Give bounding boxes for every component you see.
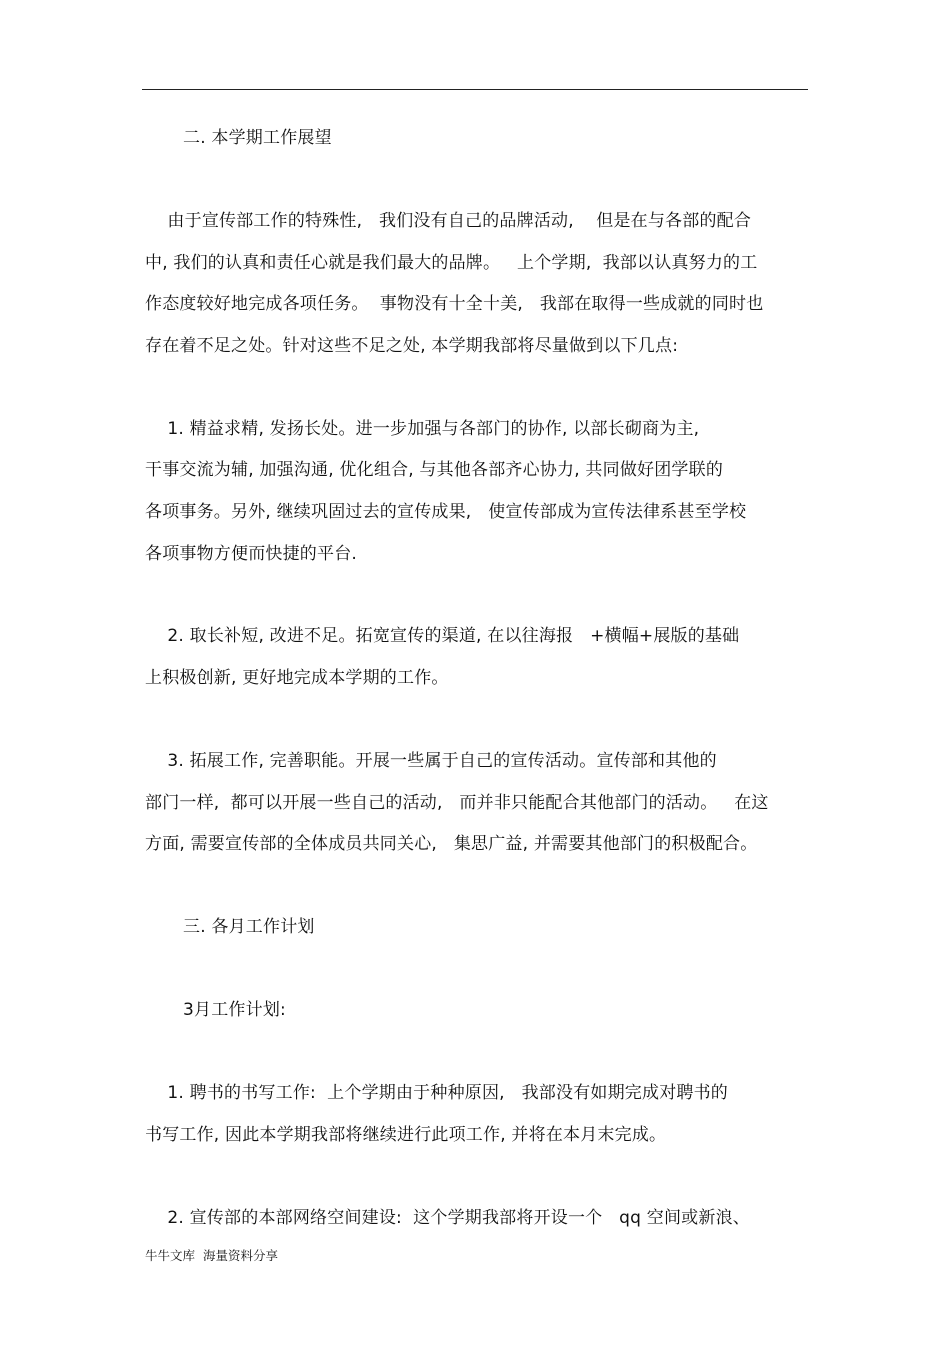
intro-line-3: 作态度较好地完成各项任务。 事物没有十全十美, 我部在取得一些成就的同时也 xyxy=(145,294,764,314)
intro-line-4: 存在着不足之处。针对这些不足之处, 本学期我部将尽量做到以下几点: xyxy=(145,336,679,356)
intro-line-2: 中, 我们的认真和责任心就是我们最大的品牌。 上个学期, 我部以认真努力的工 xyxy=(145,253,758,273)
point1-line-1: 1. 精益求精, 发扬长处。进一步加强与各部门的协作, 以部长砌商为主, xyxy=(145,419,700,439)
section2-heading: 二. 本学期工作展望 xyxy=(183,128,332,148)
point1-line-3: 各项事务。另外, 继续巩固过去的宣传成果, 使宣传部成为宣传法律系甚至学校 xyxy=(145,502,747,522)
point2-line-1: 2. 取长补短, 改进不足。拓宽宣传的渠道, 在以往海报 +横幅+展版的基础 xyxy=(145,626,740,646)
item2-line-1: 2. 宣传部的本部网络空间建设: 这个学期我部将开设一个 qq 空间或新浪、 xyxy=(145,1208,750,1228)
point1-line-2: 干事交流为辅, 加强沟通, 优化组合, 与其他各部齐心协力, 共同做好团学联的 xyxy=(145,460,724,480)
header-rule xyxy=(142,89,808,90)
point3-line-2: 部门一样, 都可以开展一些自己的活动, 而并非只能配合其他部门的活动。 在这 xyxy=(145,793,769,813)
item1-line-1: 1. 聘书的书写工作: 上个学期由于种种原因, 我部没有如期完成对聘书的 xyxy=(145,1083,728,1103)
point1-line-4: 各项事物方便而快捷的平台. xyxy=(145,544,358,564)
month-label: 3月工作计划: xyxy=(183,1000,286,1020)
section3-heading: 三. 各月工作计划 xyxy=(183,917,315,937)
point2-line-2: 上积极创新, 更好地完成本学期的工作。 xyxy=(145,668,449,688)
item1-line-2: 书写工作, 因此本学期我部将继续进行此项工作, 并将在本月末完成。 xyxy=(145,1125,667,1145)
page-footer: 牛牛文库 海量资料分享 xyxy=(145,1248,278,1263)
point3-line-1: 3. 拓展工作, 完善职能。开展一些属于自己的宣传活动。宣传部和其他的 xyxy=(145,751,717,771)
point3-line-3: 方面, 需要宣传部的全体成员共同关心, 集思广益, 并需要其他部门的积极配合。 xyxy=(145,834,758,854)
intro-line-1: 由于宣传部工作的特殊性, 我们没有自己的品牌活动, 但是在与各部的配合 xyxy=(145,211,752,231)
